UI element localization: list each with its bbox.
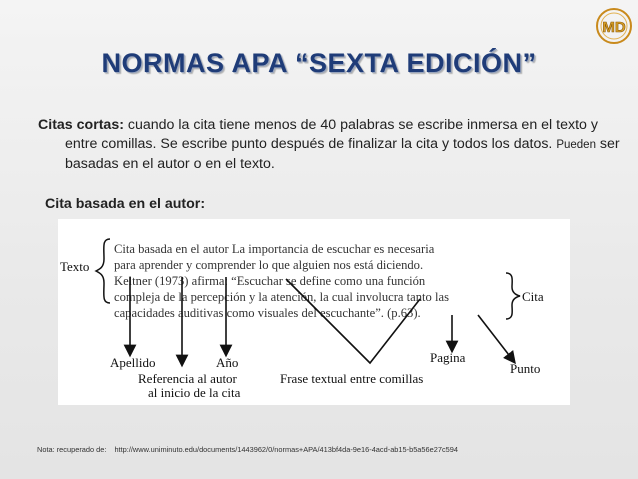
arrow-punto	[478, 315, 512, 359]
note-url[interactable]: http://www.uniminuto.edu/documents/1443962/0/normas+APA/413bf4da-9e16-4acd-ab15-b5a56e27c594	[114, 445, 458, 454]
label-punto: Punto	[510, 361, 541, 376]
intro-paragraph	[38, 116, 623, 174]
label-apellido: Apellido	[110, 355, 156, 370]
md-logo	[594, 6, 634, 46]
label-referencia-1: Referencia al autor	[138, 371, 237, 386]
figure-line-4: compleja de la percepción y la atención, la cual involucra tanto las	[114, 290, 449, 304]
left-brace	[96, 239, 110, 303]
intro-text-2: ser basadas en el autor o en el texto.	[65, 136, 620, 172]
intro-text-1: cuando la cita tiene menos de 40 palabras se escribe inmersa en el texto y entre comillas. Se escribe punto después de finalizar la cita y todos los datos.	[65, 117, 598, 152]
right-brace	[506, 273, 520, 319]
figure-line-2: para aprender y comprender lo que alguien nos está diciendo.	[114, 258, 424, 272]
intro-small-word: Pueden	[556, 139, 596, 151]
slide-title: NORMAS APA “SEXTA EDICIÓN”	[101, 48, 537, 78]
figure-line-1: Cita basada en el autor La importancia de escuchar es necesaria	[114, 242, 435, 256]
label-texto: Texto	[60, 259, 90, 274]
label-pagina: Pagina	[430, 350, 466, 365]
label-cita: Cita	[522, 289, 544, 304]
figure-line-3: Keltner (1973) afirma: “Escuchar se define como una función	[114, 274, 426, 288]
subheading: Cita basada en el autor:	[45, 196, 206, 212]
intro-label: Citas cortas:	[38, 117, 124, 133]
label-frase: Frase textual entre comillas	[280, 371, 424, 386]
figure-line-5: capacidades auditivas como visuales del escuchante”. (p.63).	[114, 306, 421, 320]
source-note	[37, 445, 466, 454]
note-prefix: Nota: recuperado de:	[37, 445, 107, 454]
label-ano: Año	[216, 355, 239, 370]
svg-text:MD: MD	[602, 19, 626, 36]
citation-diagram	[58, 219, 570, 405]
label-referencia-2: al inicio de la cita	[148, 385, 241, 400]
